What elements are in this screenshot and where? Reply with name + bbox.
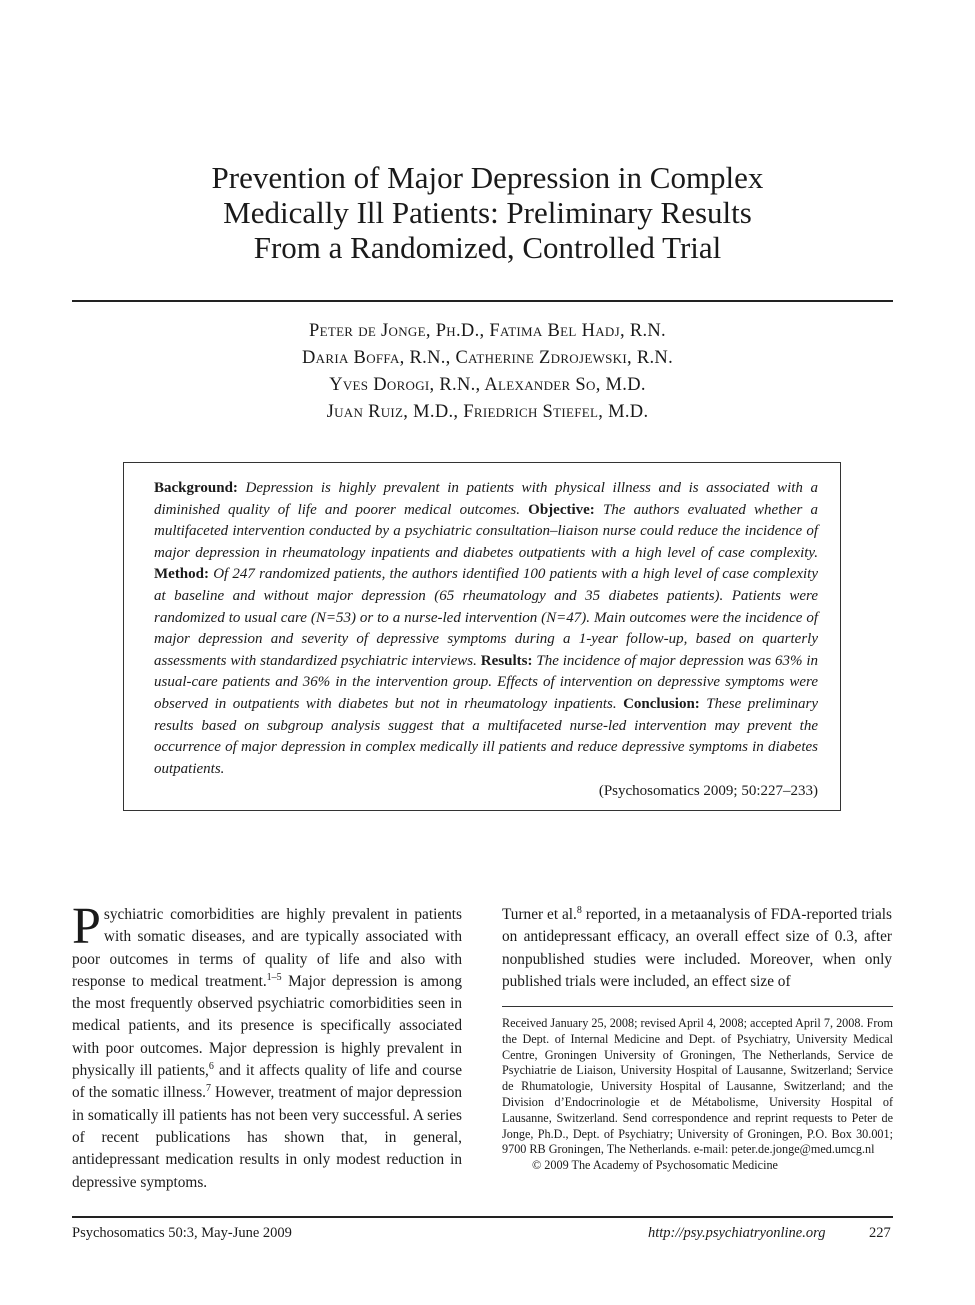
reference-superscript[interactable]: 8 bbox=[576, 904, 582, 916]
body-text: However, treatment of major depression in somatically ill patients has not been very successful. A series of recent publications has shown that, in general, antidepressant medication results in only modest reduction in depressive symptoms. bbox=[72, 1084, 462, 1191]
author-list bbox=[80, 318, 895, 426]
body-column-right bbox=[502, 904, 892, 993]
body-text: and it affects quality of life and course of the somatic illness. bbox=[72, 1062, 462, 1102]
page-number: 227 bbox=[869, 1225, 891, 1241]
article-title bbox=[80, 160, 895, 265]
footnote-divider bbox=[502, 1006, 893, 1007]
footer-url-link[interactable]: http://psy.psychiatryonline.org bbox=[648, 1225, 826, 1241]
objective-text: The authors evaluated whether a multifaceted intervention conducted by a psychiatric consultation–liaison nurse could reduce the incidence of major depression in rheumatology inpatients and diabetes outpatients with a high level of case complexity. bbox=[154, 501, 819, 561]
author-line: Yves Dorogi, R.N., Alexander So, M.D. bbox=[329, 375, 646, 395]
footnote-text: Received January 25, 2008; revised April 4, 2008; accepted April 7, 2008. From the Dept. of Internal Medicine and Dept. of Psychiatry, University Medical Centre, Groningen University of Groningen, The Netherlands, Service de Psychiatrie de Liaison, University Hospital of Lausanne, Switzerland; Service de Rhumatologie, University Hospital of Lausanne, Switzerland; and the Division d’Endocrinologie et de Métabolisme, University Hospital of Lausanne, Switzerland. Send correspondence and reprint requests to Peter de Jonge, Ph.D., Dept. of Psychiatry; University of Groningen, P.O. Box 30.001; 9700 RB Groningen, The Netherlands. e-mail: peter.de.jonge@med.umcg.nl bbox=[502, 1016, 893, 1157]
reference-superscript[interactable]: 7 bbox=[206, 1083, 211, 1095]
footer-journal: Psychosomatics 50:3, May-June 2009 bbox=[72, 1225, 292, 1241]
body-paragraph bbox=[502, 904, 892, 993]
method-label: Method: bbox=[154, 566, 209, 583]
body-paragraph bbox=[72, 898, 462, 1194]
copyright: © 2009 The Academy of Psychosomatic Medicine bbox=[532, 1158, 778, 1173]
title-divider bbox=[72, 300, 893, 302]
author-line: Peter de Jonge, Ph.D., Fatima Bel Hadj, R.N. bbox=[309, 321, 666, 341]
conclusion-text: These preliminary results based on subgroup analysis suggest that a multifaceted nurse-led intervention may prevent the occurrence of major depression in complex medically ill patients and reduce depressive symptoms in diabetes outpatients. bbox=[154, 695, 819, 777]
footnote bbox=[502, 1016, 893, 1174]
title-line: Medically Ill Patients: Preliminary Results bbox=[223, 195, 752, 230]
background-label: Background: bbox=[154, 480, 238, 496]
body-text: sychiatric comorbidities are highly prevalent in patients with somatic diseases, and are typically associated with poor outcomes in terms of quality of life and also with response to medical treatment. bbox=[72, 906, 462, 990]
citation: (Psychosomatics 2009; 50:227–233) bbox=[598, 783, 818, 800]
reference-superscript[interactable]: 6 bbox=[208, 1060, 214, 1072]
drop-cap: P bbox=[72, 898, 101, 955]
title-line: Prevention of Major Depression in Complex bbox=[211, 160, 764, 195]
author-line: Juan Ruiz, M.D., Friedrich Stiefel, M.D. bbox=[326, 402, 649, 422]
abstract-box bbox=[123, 462, 841, 811]
body-text: Major depression is among the most frequently observed psychiatric comorbidities seen in medical patients, and its presence is specifically associated with poor outcomes. Major depression is highly prevalent in physically ill patients, bbox=[72, 972, 462, 1080]
title-line: From a Randomized, Controlled Trial bbox=[253, 230, 722, 265]
results-text: The incidence of major depression was 63% in usual-care patients and 36% in the intervention group. Effects of intervention on depressive symptoms were observed in outpatients with diabetes but not in rheumatology inpatients. bbox=[154, 652, 818, 712]
footer-divider bbox=[72, 1216, 893, 1218]
reference-superscript[interactable]: 1–5 bbox=[266, 971, 282, 983]
background-text: Depression is highly prevalent in patients with physical illness and is associated with a diminished quality of life and poorer medical outcomes. bbox=[154, 480, 819, 518]
body-column-left bbox=[72, 898, 462, 1194]
objective-label: Objective: bbox=[528, 501, 595, 518]
author-line: Daria Boffa, R.N., Catherine Zdrojewski, R.N. bbox=[302, 348, 673, 368]
results-label: Results: bbox=[480, 652, 533, 669]
method-text: Of 247 randomized patients, the authors identified 100 patients with a high level of case complexity at baseline and without major depression (65 rheumatology and 35 diabetes patients). Patients were randomized to usual care (N=53) or to a nurse-led intervention (N=47). Main outcomes were the incidence of major depression and severity of depressive symptoms during a 1-year follow-up, based on quarterly assessments with standardized psychiatric interviews. bbox=[154, 566, 818, 669]
conclusion-label: Conclusion: bbox=[623, 695, 700, 712]
body-text: reported, in a metaanalysis of FDA-reported trials on antidepressant efficacy, an overall effect size of 0.3, after nonpublished studies were included. Moreover, when only published trials were included, an effect size of bbox=[502, 906, 892, 990]
abstract-text bbox=[154, 478, 818, 780]
body-text: Turner et al. bbox=[502, 906, 577, 923]
